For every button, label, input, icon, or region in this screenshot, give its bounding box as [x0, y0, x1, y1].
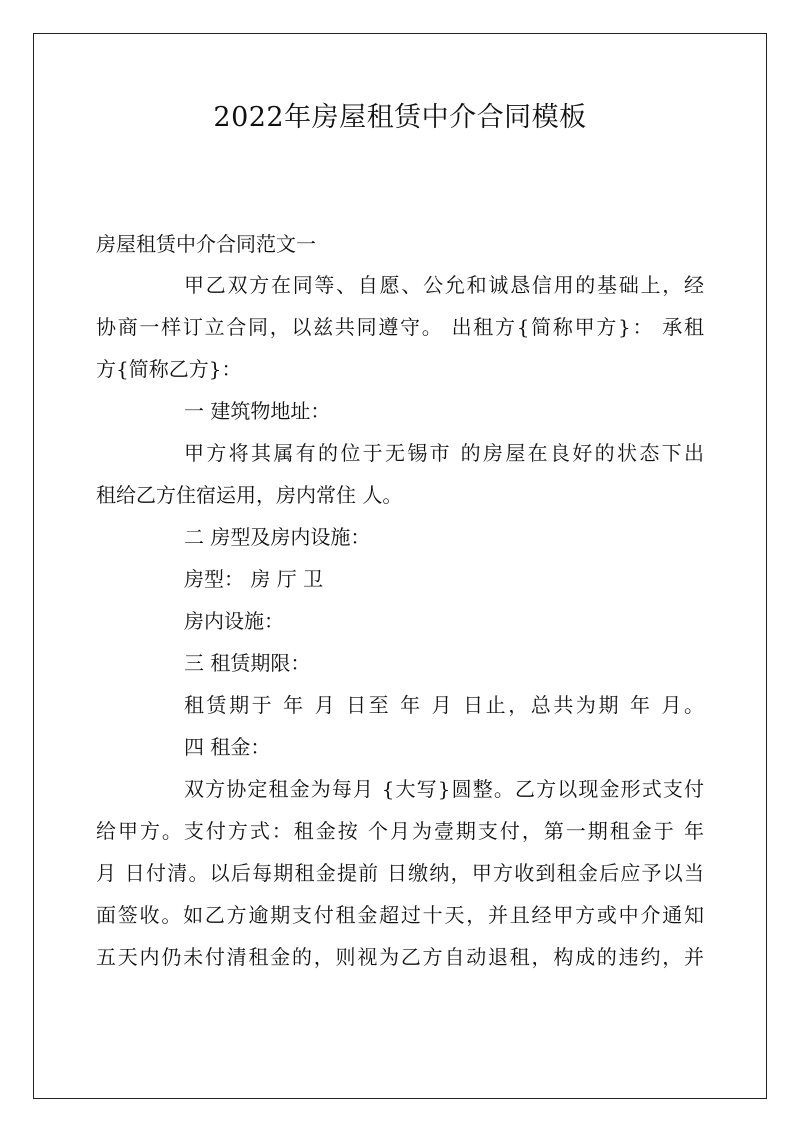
clause-heading: 一 建筑物地址：: [184, 399, 331, 423]
paragraph-line: 五天内仍未付清租金的，则视为乙方自动退租，构成的违约，并: [96, 945, 704, 969]
paragraph-line: 租给乙方住宿运用，房内常住 人。: [96, 483, 403, 507]
paragraph-line: 房内设施：: [184, 609, 284, 633]
paragraph-line: 给甲方。支付方式：租金按 个月为壹期支付，第一期租金于 年: [96, 819, 704, 843]
paragraph-line: 甲乙双方在同等、自愿、公允和诚恳信用的基础上，经: [184, 273, 704, 297]
paragraph-line: 方{简称乙方}：: [96, 357, 242, 381]
section-heading: 房屋租赁中介合同范文一: [96, 232, 316, 256]
page-border: [33, 33, 767, 1099]
paragraph-line: 月 日付清。以后每期租金提前 日缴纳，甲方收到租金后应予以当: [96, 861, 704, 885]
clause-heading: 四 租金：: [184, 735, 271, 759]
paragraph-line: 甲方将其属有的位于无锡市 的房屋在良好的状态下出: [184, 441, 704, 465]
document-title: 2022年房屋租赁中介合同模板: [213, 102, 587, 133]
paragraph-line: 房型： 房 厅 卫: [184, 567, 324, 591]
paragraph-line: 双方协定租金为每月 {大写}圆整。乙方以现金形式支付: [184, 777, 704, 801]
paragraph-line: 面签收。如乙方逾期支付租金超过十天，并且经甲方或中介通知: [96, 903, 704, 927]
paragraph-line: 租赁期于 年 月 日至 年 月 日止，总共为期 年 月。: [184, 693, 704, 717]
paragraph-line: 协商一样订立合同，以兹共同遵守。 出租方{简称甲方}： 承租: [96, 315, 704, 339]
clause-heading: 二 房型及房内设施：: [184, 525, 371, 549]
clause-heading: 三 租赁期限：: [184, 651, 311, 675]
